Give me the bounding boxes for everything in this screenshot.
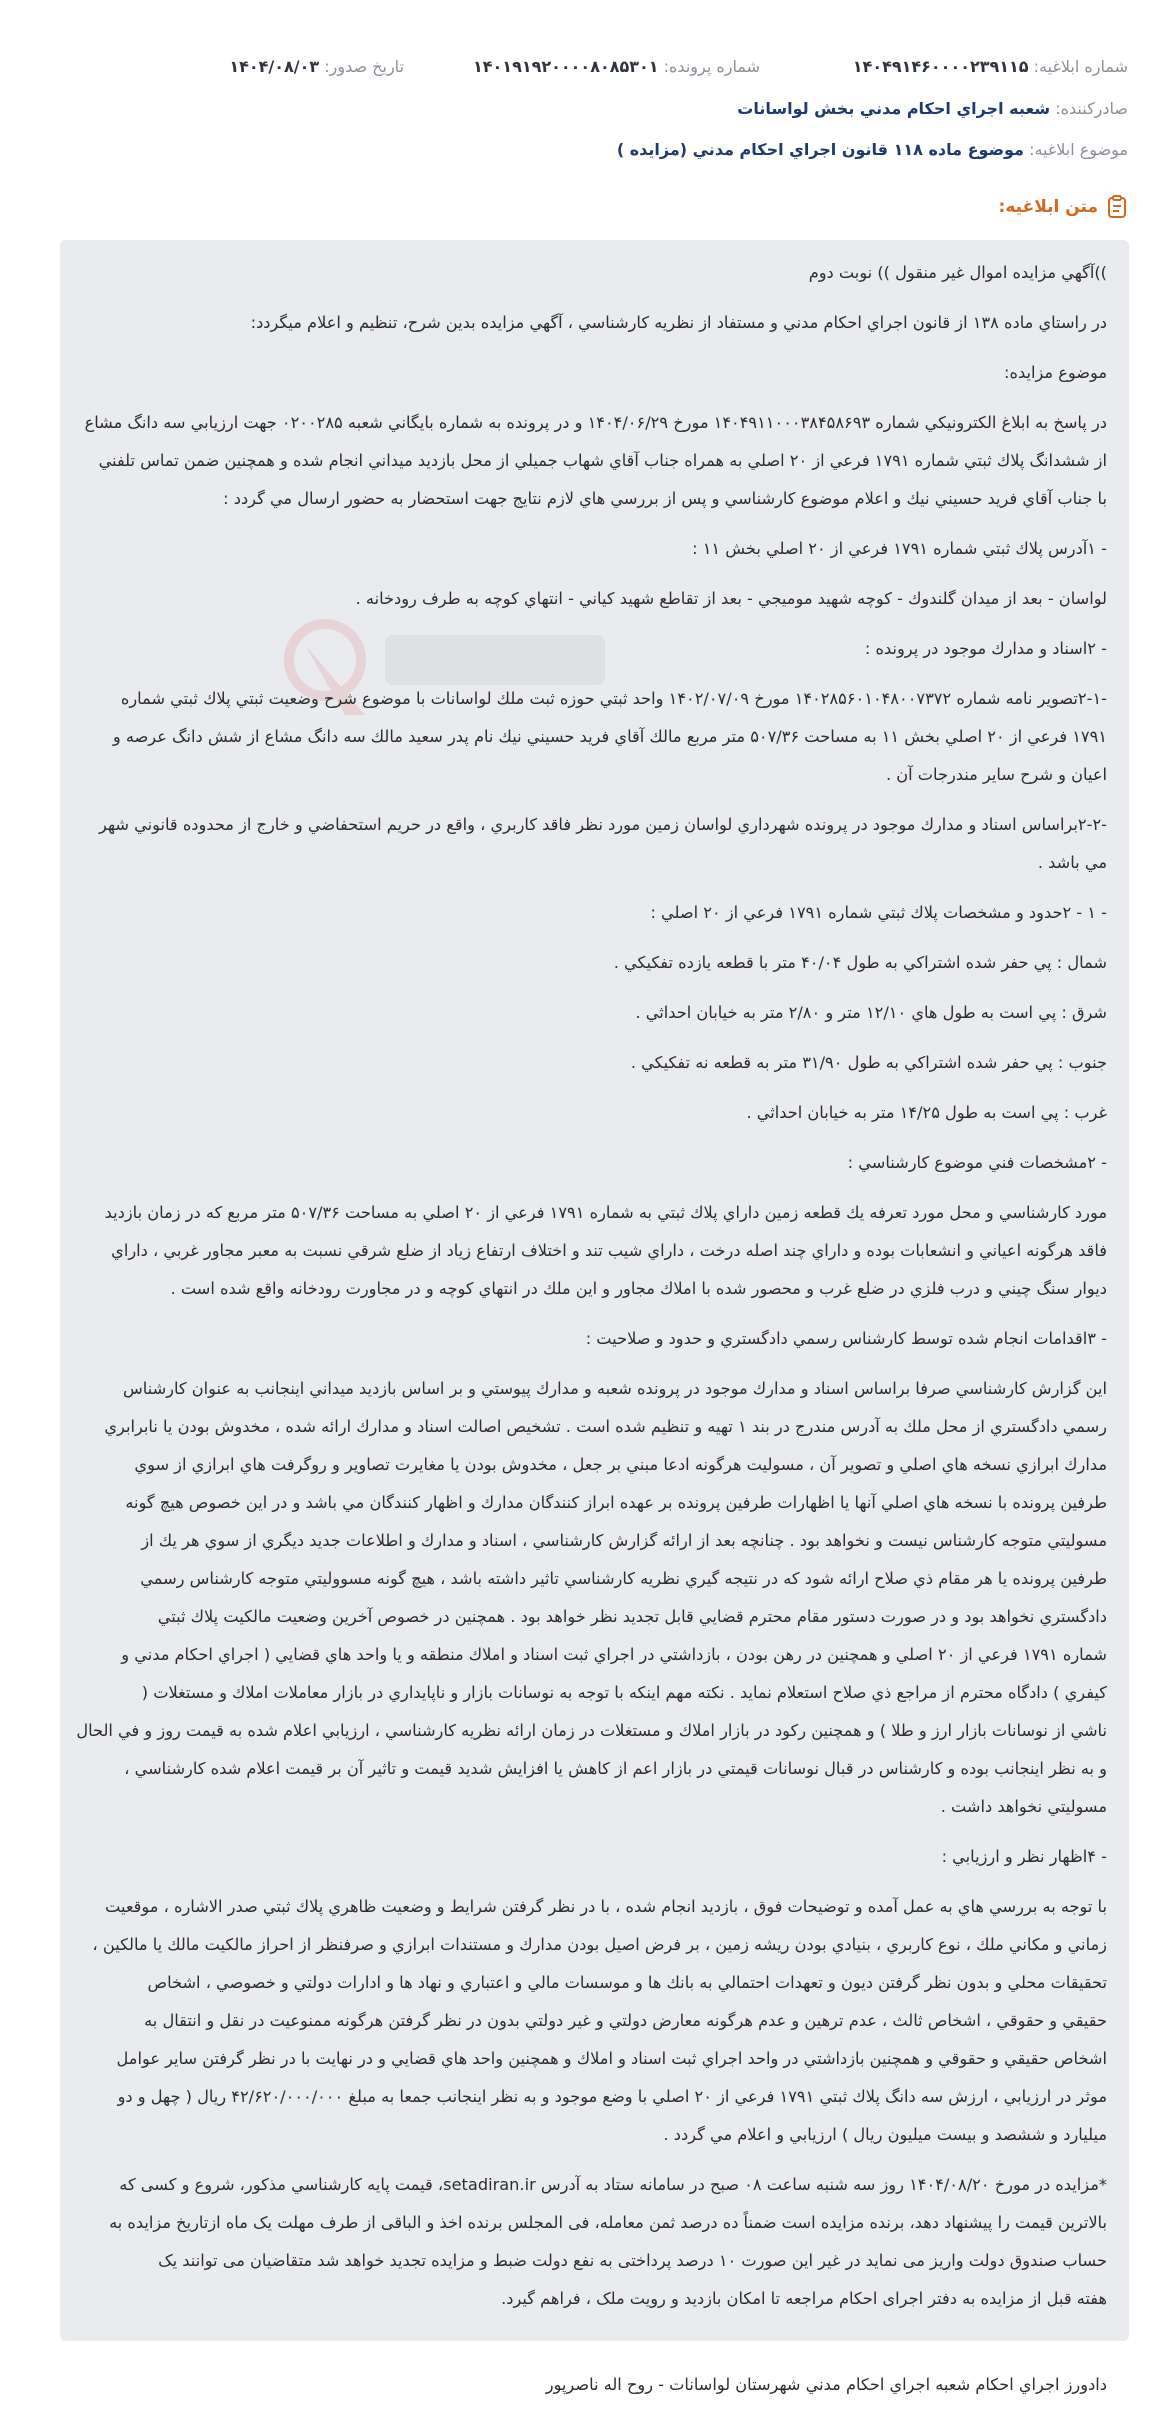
issuer-label: صادرکننده: [1055, 99, 1128, 118]
notice-body [76, 254, 1107, 2404]
notice-paragraph-line: رسمي دادگستري از محل ملك به آدرس مندرج در بند ۱ تهيه و تنظيم شده است . تشخيص اصالت اسناد و مدارك ارائه شده ، مخدوش بودن يا نابرابري [104, 1417, 1107, 1436]
notice-paragraph-line: با توجه به بررسي هاي به عمل آمده و توضيحات فوق ، بازديد انجام شده ، با در نظر گرفتن شرايط و وضعيت ظاهري پلاك ثبتي صدر الاشاره ، موقعيت [105, 1897, 1107, 1916]
notice-paragraph-line: از ششدانگ پلاك ثبتي شماره ۱۷۹۱ فرعي از ۲۰ اصلي به همراه جناب آقاي شهاب جميلي از محل بازديد ميداني انجام شده و همچنين ضمن تماس تلفني [98, 451, 1107, 470]
case-number [473, 56, 760, 78]
issuer-value: شعبه اجراي احکام مدني بخش لواسانات [737, 99, 1051, 118]
notice-paragraph-line: اشخاص حقيقي و حقوقي و همچنين بازداشتي در واحد اجراي ثبت اسناد و املاك و همچنين واحد هاي قضايي و در نهايت با در نظر گرفتن ساير عوامل [116, 2049, 1107, 2068]
notice-paragraph-line: مي باشد . [1037, 853, 1107, 872]
boundary-south: جنوب : پي حفر شده اشتراكي به طول ۳۱/۹۰ متر به قطعه نه تفكيكي . [630, 1053, 1107, 1072]
section-heading: - ۳اقدامات انجام شده توسط كارشناس رسمي دادگستري و حدود و صلاحيت : [585, 1329, 1107, 1348]
notice-paragraph-line: و به نظر اينجانب بوده و كارشناس در قبال نوسانات قيمتي در بازار اعم از كاهش يا افزايش شديد قيمت و تاثير آن بر قيمت اعلام شده كارشناسي ، [124, 1759, 1107, 1778]
notice-paragraph-line: تحقيقات محلي و بدون نظر گرفتن ديون و تعهدات احتمالي به بانك ها و موسسات مالي و اعتباري و نهاد ها و ادارات دولتي و خصوصي ، اشخاص [147, 1973, 1107, 1992]
notice-paragraph-line: زماني و مكاني ملك ، نوع كاربري ، بنيادي بودن ريشه زمين ، بر فرض اصيل بودن مدارك و مستندات ابرازي و صرفنظر از احراز مالكيت مالك يا مالكين ، [92, 1935, 1107, 1954]
notice-paragraph-line: مدارك ابرازي نسخه هاي اصلي و تصوير آن ، مسوليت هرگونه ادعا مبني بر جعل ، مخدوش بودن يا مغايرت تصاوير و روگرفت هاي ابرازي از سوي [134, 1455, 1107, 1474]
notice-paragraph-line: ناشي از نوسانات بازار ارز و طلا ) و همچنين ركود در بازار املاك و مستغلات در زمان ارائه نظريه كارشناسي ، ارزيابي اعلام شده به قيمت روز و في الحال [76, 1721, 1107, 1740]
auction-heading: ))آگهي مزايده اموال غير منقول )) نوبت دوم [808, 263, 1107, 282]
auction-terms-line: هفته قبل از مزايده به دفتر اجراى احکام مراجعه تا امکان بازديد و رويت ملک ، فراهم گيرد. [501, 2289, 1107, 2308]
boundary-west: غرب : پي است به طول ۱۴/۲۵ متر به خيابان احداثي . [746, 1103, 1107, 1122]
notice-paragraph-line: مسوليتي متوجه كارشناس نيست و نخواهد بود . چنانچه بعد از ارائه گزارش كارشناسي ، اسناد و مدارك و اطلاعات جديد ديگري از سوي هر يك از [141, 1531, 1107, 1550]
notice-paragraph-line: در پاسخ به ابلاغ الكترونيكي شماره ۱۴۰۴۹۱۱۰۰۰۳۸۴۵۸۶۹۳ مورخ ۱۴۰۴/۰۶/۲۹ و در پرونده به شماره بايگاني شعبه ۰۲۰۰۲۸۵ جهت ارزيابي سه دانگ مشاع [84, 413, 1107, 432]
notice-paragraph-line: فاقد هرگونه اعياني و انشعابات بوده و داراي چند اصله درخت ، داراي شيب تند و اختلاف ارتفاع زياد از ضلع شرقي نسبت به معبر مجاور غربي ، داراي [111, 1241, 1107, 1260]
subject-label: موضوع ابلاغیه: [1029, 140, 1128, 159]
notice-paragraph-line: ۱۷۹۱ فرعي از ۲۰ اصلي بخش ۱۱ به مساحت ۵۰۷/۳۶ متر مربع مالك آقاي فريد حسيني نيك نام پدر سعيد مالك سه دانگ مشاع از شش دانگ عرصه و [112, 727, 1107, 746]
notice-paragraph-line: لواسان - بعد از ميدان گلندوك - كوچه شهيد موميجي - بعد از تقاطع شهيد كياني - انتهاي كوچه به طرف رودخانه . [355, 589, 1107, 608]
notice-paragraph-line: كيفري ) دادگاه محترم از مراجع ذي صلاح استعلام نمايد . نكته مهم اينكه با توجه به نوسانات بازار و ناپايداري در بازار معاملات املاك و مستغلات ( [141, 1683, 1107, 1702]
section-heading: - ۲اسناد و مدارك موجود در پرونده : [864, 639, 1107, 658]
issue-date [229, 56, 404, 78]
notice-paragraph-line: موثر در ارزيابي ، ارزش سه دانگ پلاك ثبتي ۱۷۹۱ فرعي از ۲۰ اصلي با وضع موجود و به نظر اينجانب جمعا به مبلغ ۴۲/۶۲۰/۰۰۰/۰۰۰ ريال ( چهل و دو [117, 2087, 1107, 2106]
notice-paragraph-line: طرفين پرونده با نسخه هاي اصلي آنها يا اظهارات طرفين پرونده بر عهده ابراز كنندگان مدارك و اظهار كنندگان مي باشد و در اين خصوص هيچ گونه [125, 1493, 1107, 1512]
document-icon [1106, 195, 1128, 219]
notice-paragraph-line: در راستاي ماده ۱۳۸ از قانون اجراي احکام مدني و مستفاد از نظريه کارشناسي ، آگهي مزايده بدين شرح، تنظيم و اعلام ميگردد: [250, 313, 1107, 332]
header-row-numbers [229, 56, 1128, 78]
section-heading: - ۴اظهار نظر و ارزيابي : [941, 1847, 1107, 1866]
notice-paragraph-line: اين گزارش كارشناسي صرفا براساس اسناد و مدارك موجود در پرونده شعبه و مدارك پيوستي و بر اساس بازديد ميداني اينجانب به عنوان كارشناس [123, 1379, 1107, 1398]
notice-text-title: متن ابلاغیه: [998, 197, 1098, 217]
notice-body-box [60, 240, 1129, 2394]
notice-paragraph-line: طرفين پرونده يا هر مقام ذي صلاح ارائه شود كه در نتيجه گيري نظريه كارشناسي تاثير داشته باشد ، هيچ گونه مسووليتي متوجه كارشناس رسمي [140, 1569, 1107, 1588]
issuer-row [737, 98, 1128, 120]
signature-line: دادورز اجراي احكام شعبه اجراي احكام مدني شهرستان لواسانات - روح اله ناصرپور [545, 2375, 1107, 2394]
notice-number-label: شماره ابلاغیه: [1033, 57, 1128, 76]
notice-paragraph-line: مورد كارشناسي و محل مورد تعرفه يك قطعه زمين داراي پلاك ثبتي به شماره ۱۷۹۱ فرعي از ۲۰ اصلي به مساحت ۵۰۷/۳۶ متر مربع كه در زمان بازديد [104, 1203, 1107, 1222]
auction-terms-line: حساب صندوق دولت واريز مى نمايد در غير اين صورت ۱۰ درصد پرداختى به نفع دولت ضبط و مزايده تجديد خواهد شد متقاضيان مى توانند يک [158, 2251, 1107, 2270]
section-heading: موضوع مزايده: [1004, 363, 1107, 382]
notice-paragraph-line: ميليارد و ششصد و بيست ميليون ريال ) ارزيابي و اعلام مي گردد . [663, 2125, 1107, 2144]
subject-row [617, 139, 1128, 161]
section-heading: - ۱ - ۲حدود و مشخصات پلاك ثبتي شماره ۱۷۹۱ فرعي از ۲۰ اصلي : [650, 903, 1107, 922]
notice-number-value: ۱۴۰۴۹۱۴۶۰۰۰۰۲۳۹۱۱۵ [852, 57, 1029, 76]
notice-paragraph-line: اعيان و شرح ساير مندرجات آن . [885, 765, 1107, 784]
notice-paragraph-line: حقيقي و حقوقي ، اشخاص ثالث ، عدم ترهين و عدم هرگونه معارض دولتي و غير دولتي بدون در نظر گرفتن هرگونه ممنوعيت در نقل و انتقال به [144, 2011, 1107, 2030]
subject-value: موضوع ماده ۱۱۸ قانون اجراي احکام مدني (مزايده ) [616, 140, 1024, 159]
notice-paragraph-line: دادگستري نخواهد بود و در صورت دستور مقام محترم قضايي قابل تجديد نظر خواهد بود . همچنين در خصوص آخرين وضعيت مالكيت پلاك ثبتي [157, 1607, 1107, 1626]
case-number-label: شماره پرونده: [663, 57, 760, 76]
notice-paragraph-line: مسوليتي نخواهد داشت . [940, 1797, 1107, 1816]
issue-date-label: تاریخ صدور: [324, 57, 404, 76]
section-heading: - ۱آدرس پلاك ثبتي شماره ۱۷۹۱ فرعي از ۲۰ اصلي بخش ۱۱ : [692, 539, 1107, 558]
issue-date-value: ۱۴۰۴/۰۸/۰۳ [229, 57, 320, 76]
auction-terms-line: بالاترين قيمت را پيشنهاد دهد، برنده مزايده است ضمناً ده درصد ثمن معامله، فى المجلس برنده اخذ و الباقى از طرف مهلت يک ماه ازتاريخ مزايده به [109, 2213, 1107, 2232]
notice-number [853, 57, 1128, 76]
notice-paragraph-line: با جناب آقاي فريد حسيني نيك و اعلام موضوع كارشناسي و پس از بررسي هاي لازم نتايج جهت استحضار به حضور ارسال مي گردد : [223, 489, 1107, 508]
notice-paragraph-line: -۲-۲براساس اسناد و مدارك موجود در پرونده شهرداري لواسان زمين مورد نظر فاقد كاربري ، واقع در حريم استحفاضي و خارج از محدوده قانوني شهر [99, 815, 1107, 834]
boundary-north: شمال : پي حفر شده اشتراكي به طول ۴۰/۰۴ متر با قطعه يازده تفكيكي . [613, 953, 1107, 972]
notice-paragraph-line: -۲-۱تصوير نامه شماره ۱۴۰۲۸۵۶۰۱۰۴۸۰۰۷۳۷۲ مورخ ۱۴۰۲/۰۷/۰۹ واحد ثبتي حوزه ثبت ملك لواسانات با موضوع شرح وضعيت ثبتي پلاك ثبتي شماره [120, 689, 1107, 708]
section-heading: - ۲مشخصات فني موضوع كارشناسي : [847, 1153, 1107, 1172]
notice-text-heading [999, 195, 1128, 219]
boundary-east: شرق : پي است به طول هاي ۱۲/۱۰ متر و ۲/۸۰ متر به خيابان احداثي . [635, 1003, 1107, 1022]
notice-paragraph-line: ديوار سنگ چيني و درب فلزي در ضلع غرب و محصور شده با املاك مجاور و اين ملك در انتهاي كوچه و در مجاورت رودخانه واقع شده است . [170, 1279, 1107, 1298]
case-number-value: ۱۴۰۱۹۱۹۲۰۰۰۰۸۰۸۵۳۰۱ [473, 57, 659, 76]
notice-paragraph-line: شماره ۱۷۹۱ فرعي از ۲۰ اصلي و همچنين در رهن بودن ، بازداشتي در اجراي ثبت اسناد و املاك منطقه و يا واحد هاي قضايي ( اجراي احكام مدني و [121, 1645, 1107, 1664]
auction-terms-line: *مزايده در مورخ ۱۴۰۴/۰۸/۲۰ روز سه شنبه ساعت ۰۸ صبح در سامانه ستاد به آدرس setadiran.ir، قيمت پايه كارشناسي مذكور، شروع و كسى كه [119, 2175, 1107, 2194]
